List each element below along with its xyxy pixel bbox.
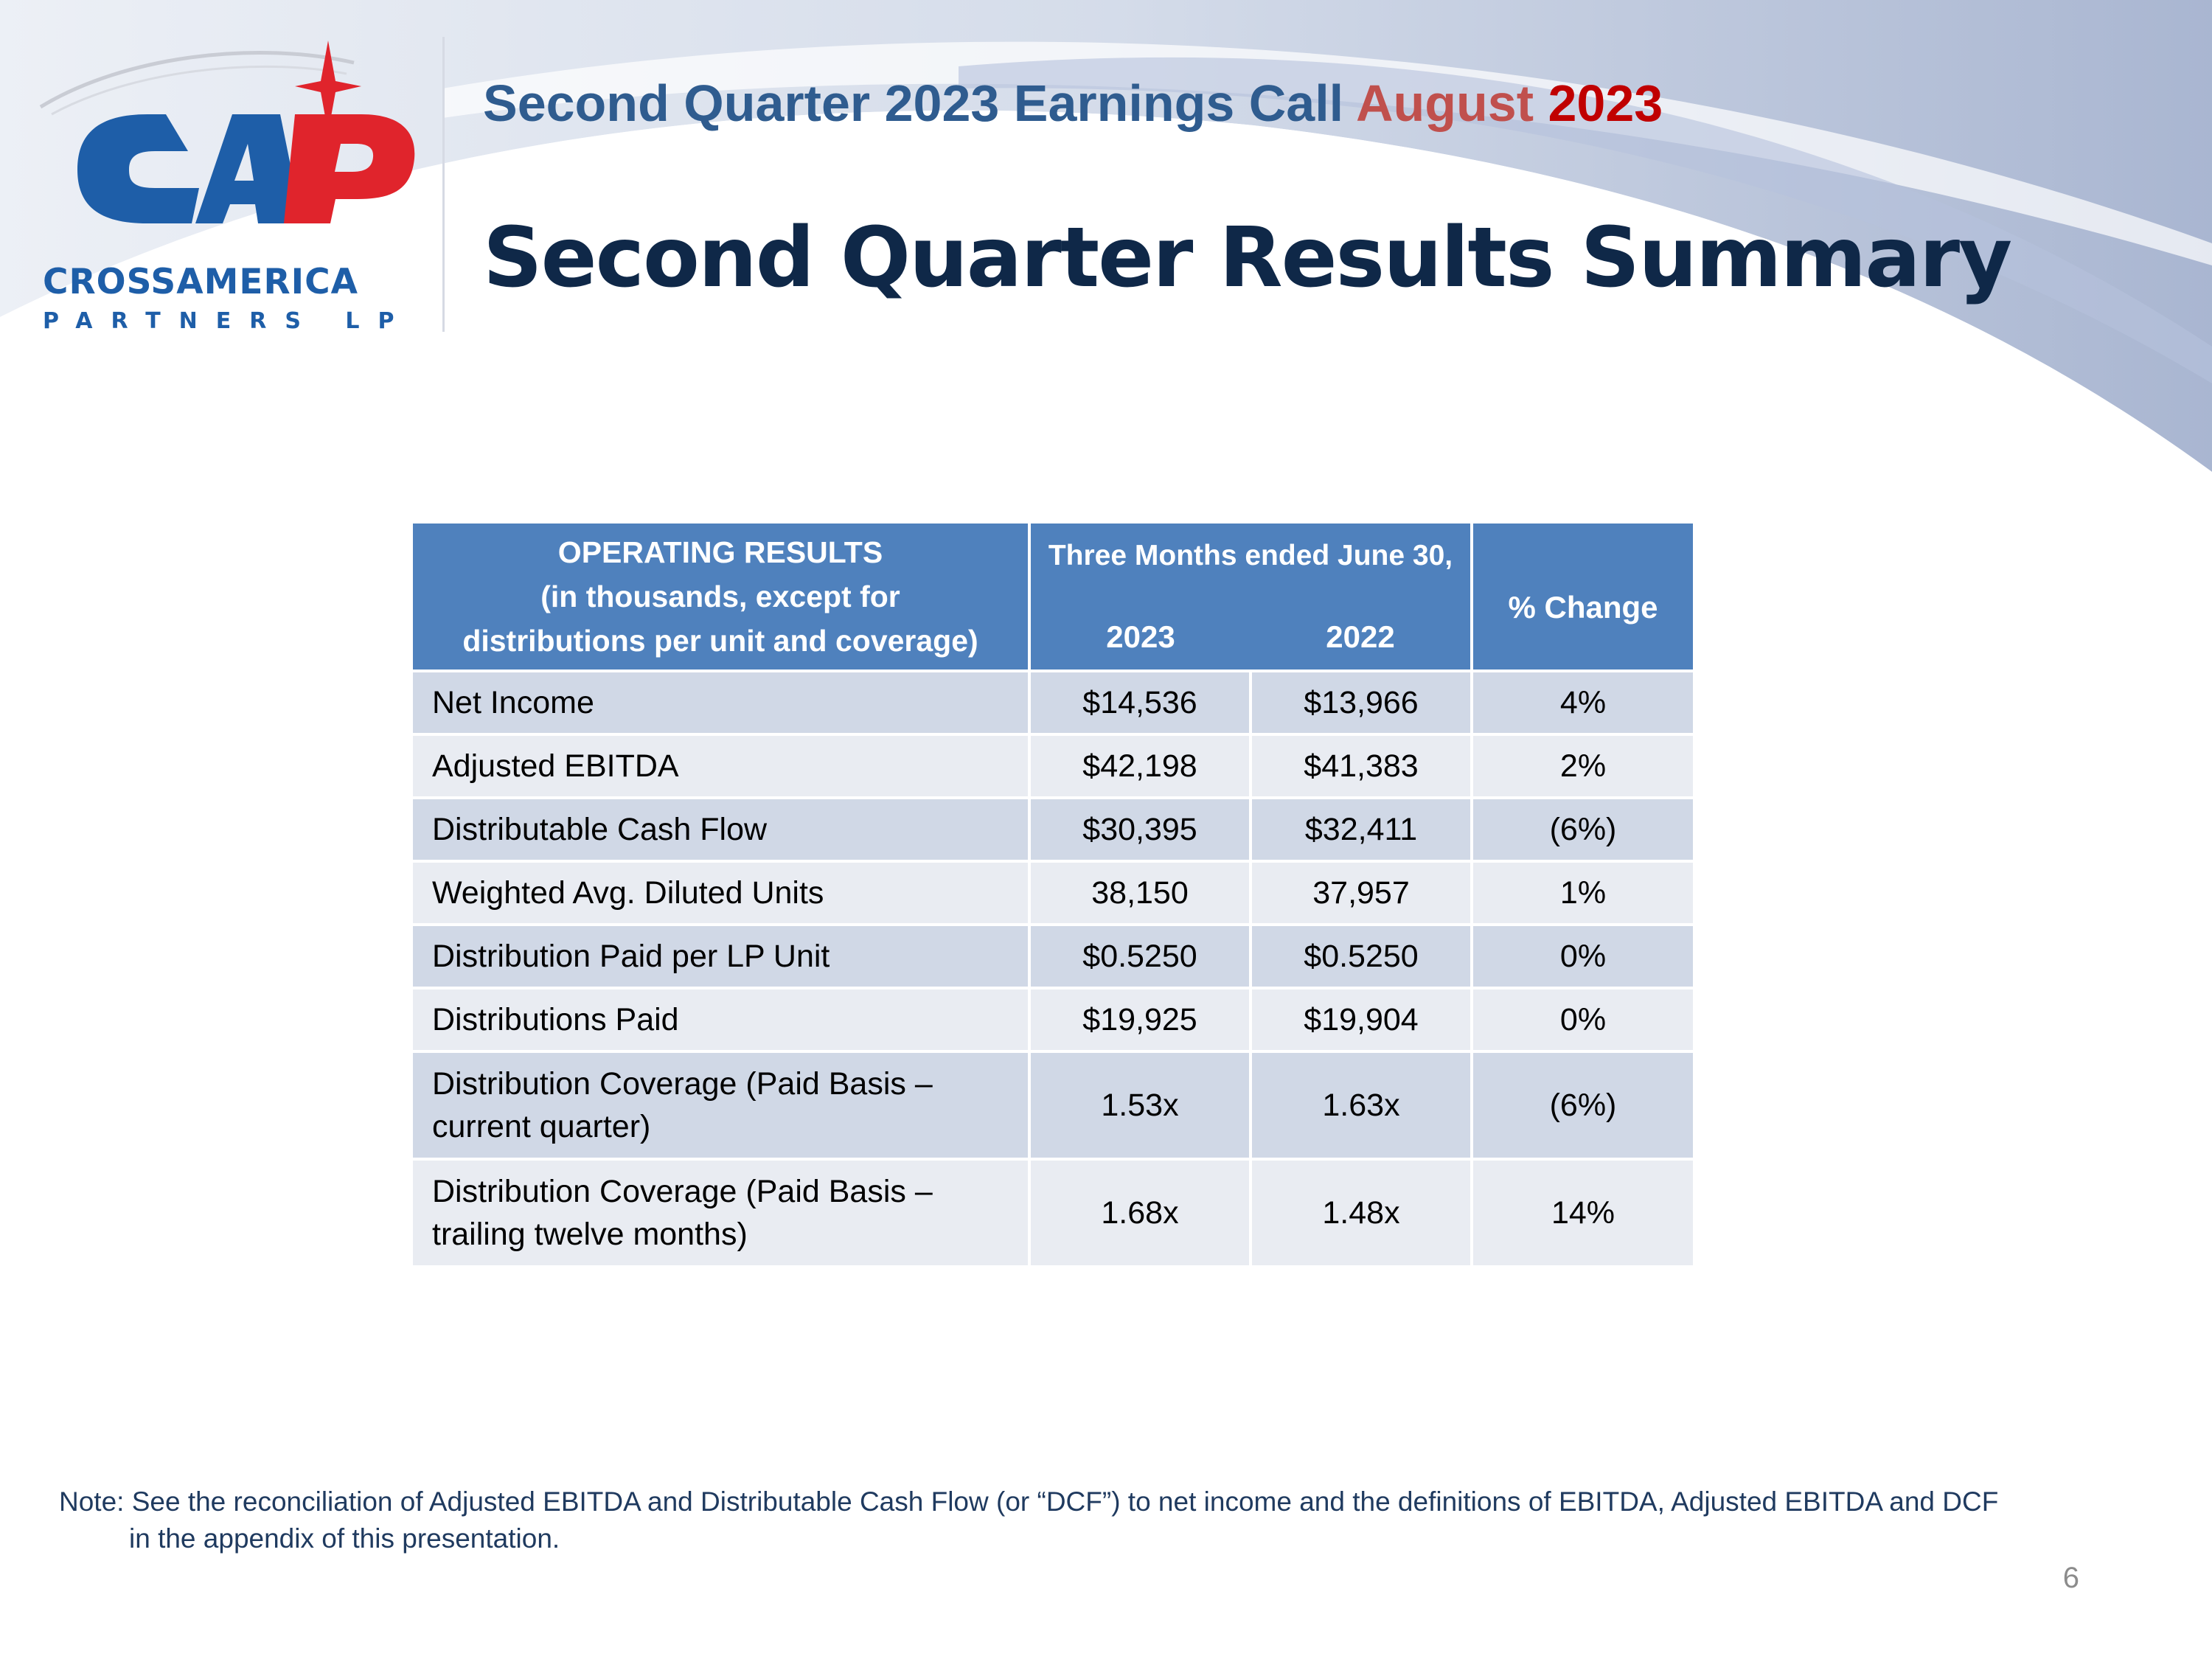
- table-row: [411, 798, 1694, 861]
- value-2022: 37,957: [1251, 861, 1472, 925]
- value-change: 0%: [1472, 925, 1694, 988]
- subtitle-month: August: [1355, 74, 1534, 132]
- value-2023: 1.68x: [1029, 1159, 1251, 1267]
- table-row: [411, 988, 1694, 1051]
- value-change: 4%: [1472, 671, 1694, 734]
- row-label-line: Distribution Coverage (Paid Basis –: [432, 1174, 933, 1209]
- table-row: [411, 861, 1694, 925]
- value-change: 0%: [1472, 988, 1694, 1051]
- value-2023: $19,925: [1029, 988, 1251, 1051]
- header-group-label: Three Months ended June 30,: [1048, 540, 1453, 571]
- value-2023: $14,536: [1029, 671, 1251, 734]
- value-2023: 1.53x: [1029, 1051, 1251, 1159]
- value-2022: 1.48x: [1251, 1159, 1472, 1267]
- value-2022: 1.63x: [1251, 1051, 1472, 1159]
- slide-subtitle: [483, 72, 1663, 134]
- row-label: Distributions Paid: [411, 988, 1029, 1051]
- footnote: [59, 1484, 2050, 1557]
- row-label-line: current quarter): [432, 1109, 651, 1144]
- row-label: Weighted Avg. Diluted Units: [411, 861, 1029, 925]
- table-header-row: [411, 522, 1694, 671]
- row-label: [411, 1159, 1029, 1267]
- row-label: Net Income: [411, 671, 1029, 734]
- value-2023: $42,198: [1029, 734, 1251, 798]
- table-row: [411, 734, 1694, 798]
- value-2022: $41,383: [1251, 734, 1472, 798]
- header-year-2022: 2022: [1326, 619, 1395, 654]
- value-change: (6%): [1472, 1051, 1694, 1159]
- footnote-line-1: Note: See the reconciliation of Adjusted EBITDA and Distributable Cash Flow (or “DCF”) to net income and the definitions of EBITDA, Adjusted EBITDA and DCF: [59, 1486, 1999, 1517]
- row-label-line: trailing twelve months): [432, 1217, 748, 1252]
- logo-divider: [442, 37, 445, 332]
- footnote-line-2: in the appendix of this presentation.: [129, 1523, 560, 1554]
- table-row: [411, 1051, 1694, 1159]
- header-label-line: OPERATING RESULTS: [557, 535, 883, 569]
- subtitle-main: Second Quarter 2023 Earnings Call: [483, 74, 1344, 132]
- header-percent-change: % Change: [1472, 522, 1694, 671]
- page-number: 6: [2062, 1562, 2079, 1594]
- operating-results-table: [410, 521, 1696, 1268]
- value-2023: $30,395: [1029, 798, 1251, 861]
- value-2022: $0.5250: [1251, 925, 1472, 988]
- logo-name: CROSSAMERICA: [43, 262, 359, 302]
- value-change: 2%: [1472, 734, 1694, 798]
- row-label: [411, 1051, 1029, 1159]
- row-label: Distribution Paid per LP Unit: [411, 925, 1029, 988]
- header-three-months: [1029, 522, 1472, 671]
- value-change: 14%: [1472, 1159, 1694, 1267]
- value-change: 1%: [1472, 861, 1694, 925]
- row-label-line: Distribution Coverage (Paid Basis –: [432, 1066, 933, 1102]
- value-2023: 38,150: [1029, 861, 1251, 925]
- value-2023: $0.5250: [1029, 925, 1251, 988]
- value-2022: $19,904: [1251, 988, 1472, 1051]
- logo-subtitle: PARTNERS LP: [43, 308, 413, 334]
- table-row: [411, 671, 1694, 734]
- value-change: (6%): [1472, 798, 1694, 861]
- value-2022: $13,966: [1251, 671, 1472, 734]
- header-label-line: distributions per unit and coverage): [462, 624, 978, 658]
- subtitle-year: 2023: [1548, 74, 1663, 132]
- header-operating-results: [411, 522, 1029, 671]
- table-row: [411, 925, 1694, 988]
- row-label: Distributable Cash Flow: [411, 798, 1029, 861]
- value-2022: $32,411: [1251, 798, 1472, 861]
- slide-title: Second Quarter Results Summary: [483, 210, 2011, 306]
- header-label-line: (in thousands, except for: [540, 580, 900, 613]
- table-row: [411, 1159, 1694, 1267]
- row-label: Adjusted EBITDA: [411, 734, 1029, 798]
- header-year-2023: 2023: [1106, 619, 1175, 654]
